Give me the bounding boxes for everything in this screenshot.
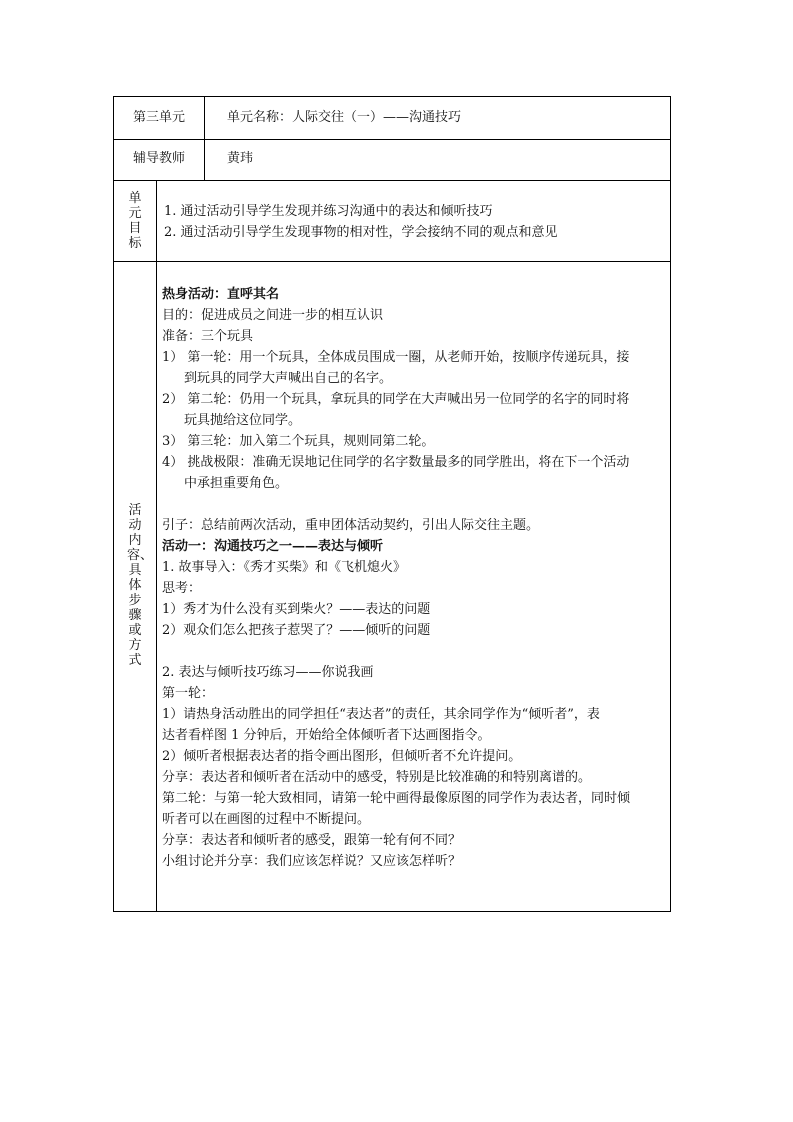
round2-text: 第二轮：与第一轮大致相同，请第一轮中画得最像原图的同学作为表达者，同时倾 <box>162 791 631 806</box>
activity1-title: 活动一：沟通技巧之一——表达与倾听 <box>162 539 384 554</box>
question-item: 2）观众们怎么把孩子惹哭了？——倾听的问题 <box>162 623 431 638</box>
teacher-name: 黄玮 <box>227 151 254 166</box>
row-divider <box>114 261 670 262</box>
intro-text: 引子：总结前两次活动，重申团体活动契约，引出人际交往主题。 <box>162 518 540 533</box>
practice-title: 2. 表达与倾听技巧练习——你说我画 <box>162 665 374 680</box>
column-divider <box>204 97 205 180</box>
round1-item: 2）倾听者根据表达者的指令画出图形，但倾听者不允许提问。 <box>162 749 522 764</box>
activity-content <box>162 284 662 872</box>
row-divider <box>114 180 670 181</box>
share-1: 分享：表达者和倾听者在活动中的感受，特别是比较准确的和特别离谱的。 <box>162 770 592 785</box>
group-discussion: 小组讨论并分享：我们应该怎样说？又应该怎样听？ <box>162 854 462 869</box>
round1-label: 第一轮： <box>162 686 215 701</box>
teacher-label: 辅导教师 <box>133 151 186 166</box>
goals-list <box>164 201 558 243</box>
warmup-preparation: 准备：三个玩具 <box>162 329 254 344</box>
warmup-step: 到玩具的同学大声喊出自己的名字。 <box>184 371 393 386</box>
unit-name: 单元名称：人际交往（一）——沟通技巧 <box>227 110 462 125</box>
goals-label: 单元目标 <box>128 191 142 251</box>
unit-label: 第三单元 <box>133 110 186 125</box>
round2-text: 听者可以在画图的过程中不断提问。 <box>162 812 371 827</box>
share-2: 分享：表达者和倾听者的感受，跟第一轮有何不同？ <box>162 833 462 848</box>
warmup-step: 中承担重要角色。 <box>184 476 289 491</box>
round1-item: 1）请热身活动胜出的同学担任“表达者”的责任，其余同学作为“倾听者”，表 <box>162 707 600 722</box>
warmup-step: 2） 第二轮：仍用一个玩具，拿玩具的同学在大声喊出另一位同学的名字的同时将 <box>162 392 630 407</box>
warmup-step: 1） 第一轮：用一个玩具，全体成员围成一圈，从老师开始，按顺序传递玩具，接 <box>162 350 630 365</box>
think-label: 思考： <box>162 581 202 596</box>
story-intro: 1. 故事导入：《秀才买柴》和《飞机熄火》 <box>162 560 407 575</box>
goal-item: 1. 通过活动引导学生发现并练习沟通中的表达和倾听技巧 <box>164 204 493 219</box>
warmup-step: 4） 挑战极限：准确无误地记住同学的名字数量最多的同学胜出，将在下一个活动 <box>162 455 630 470</box>
warmup-purpose: 目的：促进成员之间进一步的相互认识 <box>162 308 384 323</box>
goal-item: 2. 通过活动引导学生发现事物的相对性，学会接纳不同的观点和意见 <box>164 225 558 240</box>
column-divider <box>156 180 157 911</box>
warmup-step: 玩具抛给这位同学。 <box>184 413 302 428</box>
activity-label: 活动内容、具体步骤或方式 <box>127 503 154 668</box>
warmup-step: 3） 第三轮：加入第二个玩具，规则同第二轮。 <box>162 434 435 449</box>
warmup-title: 热身活动：直呼其名 <box>162 287 280 302</box>
round1-item: 达者看样图 1 分钟后，开始给全体倾听者下达画图指令。 <box>162 728 491 743</box>
lesson-plan-table <box>113 96 671 912</box>
row-divider <box>114 139 670 140</box>
question-item: 1）秀才为什么没有买到柴火？——表达的问题 <box>162 602 431 617</box>
